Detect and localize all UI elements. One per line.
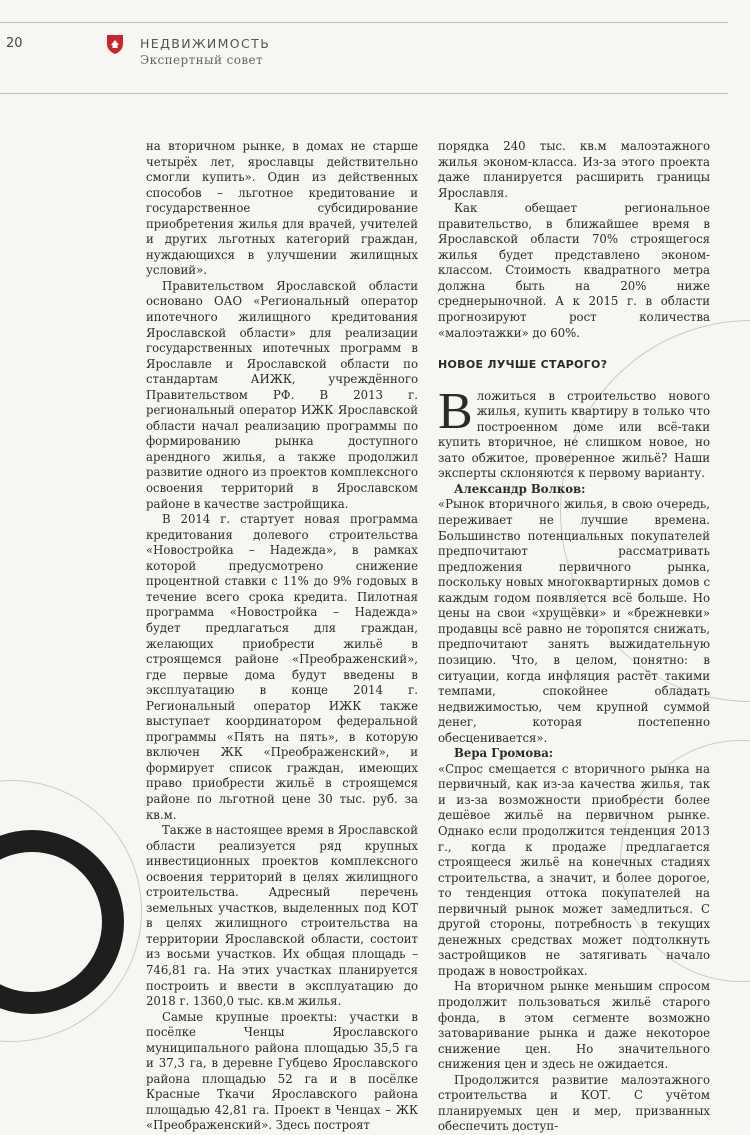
lead-paragraph [438, 382, 710, 482]
magazine-logo-icon [105, 33, 125, 55]
paragraph: Также в настоящее время в Ярославской области реализуется ряд крупных инвестиционных проектов комплексного освоения территорий в целях жилищного строительства. Адресный перечень земельных участков, выделенных под КОТ в целях жилищного строительства на территории Ярославской области, состоит из восьми участков. Их общая площадь – 746,81 га. На этих участках планируется построить и ввести в эксплуатацию до 2018 г. 1360,0 тыс. кв.м жилья. [146, 823, 418, 1009]
quote-paragraph: «Спрос смещается с вторичного рынка на первичный, как из-за качества жилья, так и из-за возможности приобрести более дешёвое жильё на первичном рынке. Однако если продолжится тенденция 2013 г., когда к продаже предлагается строящееся жильё на конечных стадиях строительства, а значит, и более дорогое, то тенденция оттока покупателей на первичный рынок может замедлиться. С другой стороны, потребность в текущих денежных средствах может подтолкнуть застройщиков не затягивать начало продаж в новостройках. [438, 761, 710, 978]
paragraph: Правительством Ярославской области основано ОАО «Региональный оператор ипотечного жилищного кредитования Ярославской области» для реализации государственных ипотечных программ в Ярославле и Ярославской области по стандартам АИЖК, учреждённого Правительством РФ. В 2013 г. региональный оператор ИЖК Ярославской области начал реализацию программы по формированию рынка доступного арендного жилья, а также продолжил развитие одного из проектов комплексного освоения территорий в Ярославском районе в качестве застройщика. [146, 278, 418, 511]
header-top-rule [0, 22, 728, 23]
paragraph: порядка 240 тыс. кв.м малоэтажного жилья эконом-класса. Из-за этого проекта даже планируется расширить границы Ярославля. [438, 139, 710, 200]
lead-text: ложиться в строительство нового жилья, купить квартиру в только что построенном доме или всё-таки купить вторичное, не слишком новое, но зато обжитое, проверенное жильё? Наши эксперты склоняются к первому варианту. [438, 388, 710, 481]
paragraph: На вторичном рынке меньшим спросом продолжит пользоваться жильё старого фонда, в этом сегменте возможно затоваривание рынка и даже некоторое снижение цен. Но значительного снижения цен и здесь не ожидается. [438, 979, 710, 1072]
article-subheading: НОВОЕ ЛУЧШЕ СТАРОГО? [438, 358, 608, 372]
header-bottom-rule [0, 93, 728, 94]
page-number: 20 [6, 36, 23, 51]
paragraph: Самые крупные проекты: участки в посёлке Ченцы Ярославского муниципального района площадью 35,5 га и 37,3 га, в деревне Губцево Ярославского района площадью 52 га и в посёлке Красные Ткачи Ярославского района площадью 42,81 га. Проект в Ченцах – ЖК «Преображенский». Здесь построят [146, 1009, 418, 1133]
speaker-name: Александр Волков: [454, 481, 586, 496]
section-title: НЕДВИЖИМОСТЬ [140, 36, 271, 51]
paragraph: Продолжится развитие малоэтажного строительства и КОТ. С учётом планируемых цен и мер, призванных обеспечить доступ- [438, 1072, 710, 1134]
paragraph: Как обещает региональное правительство, в ближайшее время в Ярославской области 70% строящегося жилья будет представлено эконом-классом. Стоимость квадратного метра должна быть на 20% ниже среднерыночной. А к 2015 г. в области прогнозируют рост количества «малоэтажки» до 60%. [438, 201, 710, 340]
left-column [146, 139, 418, 1134]
drop-cap: В [438, 382, 473, 440]
decorative-circle [0, 780, 142, 1042]
section-subtitle: Экспертный совет [140, 53, 264, 67]
paragraph: В 2014 г. стартует новая программа кредитования долевого строительства «Новостройка – Надежда», в рамках которой предусмотрено снижение процентной ставки с 11% до 9% годовых в течение всего срока кредита. Пилотная программа «Новостройка – Надежда» будет предлагаться для граждан, желающих приобрести жильё в строящемся районе «Преображенский», где первые дома будут введены в эксплуатацию в конце 2014 г. Региональный оператор ИЖК также выступает координатором федеральной программы «Пять на пять», в которую включен ЖК «Преображенский», и формирует список граждан, имеющих право приобрести жильё в строящемся районе по льготной цене 30 тыс. руб. за кв.м. [146, 512, 418, 822]
quote-paragraph: «Рынок вторичного жилья, в свою очередь, переживает не лучшие времена. Большинство потенциальных покупателей предпочитают рассматривать предложения первичного рынка, поскольку новых многоквартирных домов с каждым годом появляется всё больше. Но цены на свои «хрущёвки» и «брежневки» продавцы всё равно не торопятся снижать, предпочитают занять выжидательную позицию. Что, в целом, понятно: в ситуации, когда инфляция растёт такими темпами, спокойнее обладать недвижимостью, чем крупной суммой денег, которая постепенно обесценивается». [438, 497, 710, 745]
paragraph: на вторичном рынке, в домах не старше четырёх лет, ярославцы действительно смогли купить». Один из действенных способов – льготное кредитование и государственное субсидирование приобретения жилья для врачей, учителей и других льготных категорий граждан, нуждающихся в улучшении жилищных условий». [146, 139, 418, 278]
speaker-name: Вера Громова: [454, 746, 554, 761]
right-column [438, 139, 710, 1135]
